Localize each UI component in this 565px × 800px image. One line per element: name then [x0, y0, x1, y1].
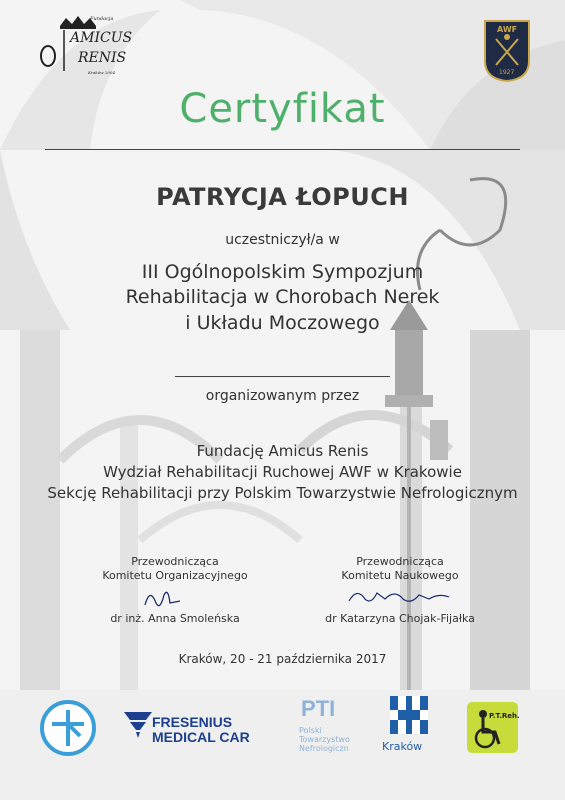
signature-left — [75, 555, 275, 583]
organizer-2: Wydział Rehabilitacji Ruchowej AWF w Krakowie — [103, 463, 462, 481]
amicus-small-text: Fundacja — [90, 16, 114, 22]
right-signature-scribble — [345, 585, 455, 609]
organizer-3: Sekcję Rehabilitacji przy Polskim Towarzystwie Nefrologicznym — [47, 484, 518, 502]
ptreh-logo — [465, 700, 520, 755]
fresenius-logo — [122, 708, 272, 748]
pti-line3: Nefrologiczn — [299, 744, 349, 753]
amicus-city: Kraków 2004 — [88, 70, 115, 75]
pti-line2: Towarzystwo — [299, 735, 350, 744]
right-role2: Komitetu Naukowego — [341, 569, 459, 582]
title-divider — [45, 149, 520, 150]
left-role1: Przewodnicząca — [131, 555, 219, 568]
event-line1: III Ogólnopolskim Sympozjum — [141, 261, 424, 283]
left-signature-scribble — [140, 585, 190, 613]
awf-year: 1927 — [499, 69, 515, 76]
krakow-logo — [380, 696, 440, 758]
awf-label: AWF — [497, 25, 518, 34]
event-line2: Rehabilitacja w Chorobach Nerek — [125, 286, 440, 308]
awf-crest-icon — [482, 17, 532, 83]
rehab-cross-logo — [40, 700, 96, 756]
recipient-name: PATRYCJA ŁOPUCH — [156, 183, 409, 211]
pti-logo-text: PTI — [301, 696, 336, 721]
event-line3: i Układu Moczowego — [185, 312, 380, 334]
crown-icon — [30, 16, 135, 78]
fresenius-line1: FRESENIUS — [152, 714, 233, 730]
participated-text: uczestniczył/a w — [225, 232, 340, 248]
organized-by-text: organizowanym przez — [205, 388, 360, 404]
amicus-renis-logo — [30, 16, 135, 78]
krakow-icon — [390, 696, 428, 734]
event-divider — [175, 376, 390, 377]
ptreh-text: P.T.Reh. — [489, 712, 520, 720]
amicus-line1: AMICUS — [70, 30, 133, 46]
pti-line1: Polski — [299, 726, 322, 735]
wheelchair-icon — [465, 700, 520, 755]
certificate-title: Certyfikat — [179, 86, 386, 132]
fresenius-icon — [122, 708, 154, 740]
fresenius-line2: MEDICAL CAR — [152, 729, 250, 745]
right-role1: Przewodnicząca — [356, 555, 444, 568]
event-date: Kraków, 20 - 21 października 2017 — [178, 652, 387, 666]
right-signer-name: dr Katarzyna Chojak-Fijałka — [325, 612, 475, 625]
amicus-line2: RENIS — [78, 50, 127, 66]
krakow-text: Kraków — [382, 740, 423, 753]
pti-logo — [295, 696, 357, 760]
left-signer-name: dr inż. Anna Smoleńska — [110, 612, 240, 625]
organizer-1: Fundację Amicus Renis — [196, 442, 369, 460]
signature-right — [300, 555, 500, 583]
left-role2: Komitetu Organizacyjnego — [102, 569, 248, 582]
